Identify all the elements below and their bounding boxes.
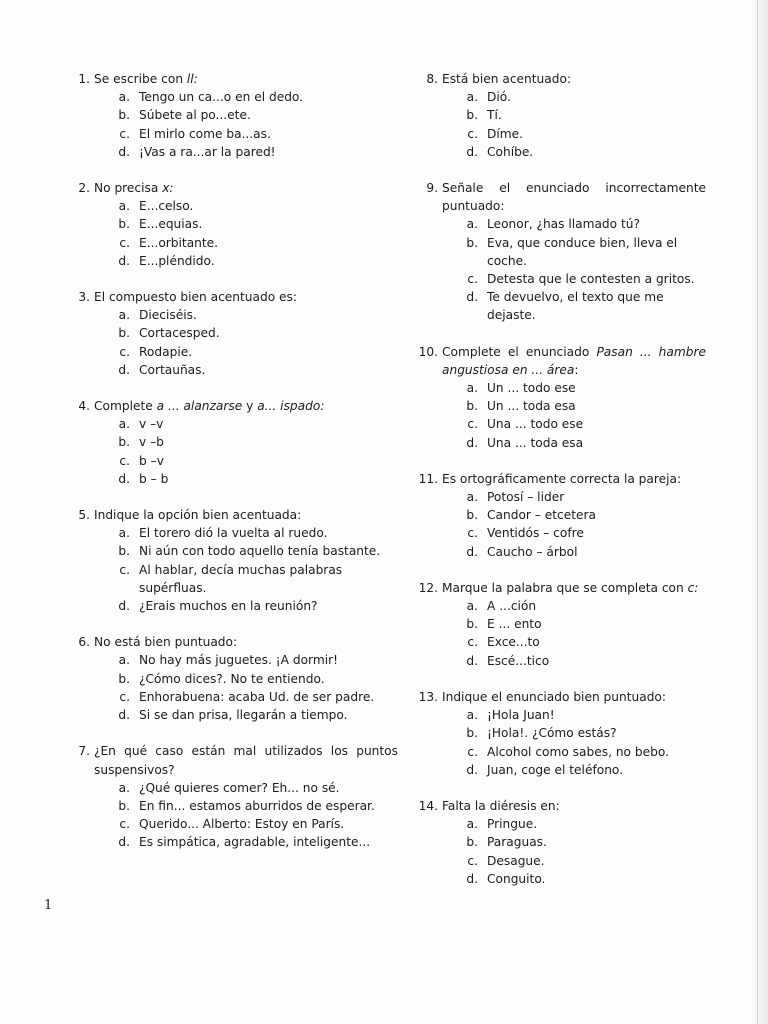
option-text: El mirlo come ba...as. bbox=[139, 126, 271, 141]
option-c bbox=[116, 343, 398, 361]
question-number: 4. bbox=[78, 399, 90, 414]
page-edge-line bbox=[757, 0, 758, 1024]
page-edge-shadow bbox=[750, 0, 768, 1024]
question-7 bbox=[68, 742, 398, 851]
option-text: Es simpática, agradable, inteligente... bbox=[139, 835, 371, 850]
question-stem bbox=[68, 179, 398, 197]
option-a bbox=[116, 88, 398, 106]
option-a bbox=[116, 197, 398, 215]
option-text: ¿Cómo dices?. No te entiendo. bbox=[139, 671, 325, 686]
option-c bbox=[464, 415, 706, 433]
option-text: Dió. bbox=[487, 90, 511, 105]
option-d bbox=[116, 706, 398, 724]
options-list bbox=[68, 524, 398, 615]
option-letter: c. bbox=[119, 453, 130, 468]
option-letter: c. bbox=[467, 417, 478, 432]
option-b bbox=[116, 797, 398, 815]
option-letter: d. bbox=[466, 435, 478, 450]
option-c bbox=[116, 234, 398, 252]
option-a bbox=[116, 651, 398, 669]
question-number: 10. bbox=[418, 344, 438, 359]
option-text: Un ... todo ese bbox=[487, 381, 576, 396]
option-c bbox=[116, 688, 398, 706]
option-letter: c. bbox=[467, 526, 478, 541]
option-letter: c. bbox=[119, 126, 130, 141]
option-letter: b. bbox=[118, 544, 130, 559]
option-letter: d. bbox=[118, 708, 130, 723]
option-text: Ventidós – cofre bbox=[487, 526, 584, 541]
option-text: Ni aún con todo aquello tenía bastante. bbox=[139, 544, 381, 559]
option-letter: b. bbox=[118, 671, 130, 686]
options-list bbox=[68, 306, 398, 379]
question-text: Complete a ... alanzarse y a... ispado: bbox=[94, 399, 325, 414]
option-letter: c. bbox=[467, 744, 478, 759]
question-number: 7. bbox=[78, 744, 90, 759]
option-c bbox=[464, 270, 706, 288]
option-d bbox=[116, 470, 398, 488]
options-list bbox=[416, 488, 706, 561]
option-a bbox=[116, 524, 398, 542]
option-letter: d. bbox=[466, 653, 478, 668]
option-d bbox=[116, 143, 398, 161]
question-text: Indique la opción bien acentuada: bbox=[94, 508, 302, 523]
option-letter: b. bbox=[466, 508, 478, 523]
option-c bbox=[464, 743, 706, 761]
option-b bbox=[116, 542, 398, 560]
question-text: Señale el enunciado incorrectamente puntuado: bbox=[442, 181, 706, 214]
option-text: b – b bbox=[139, 471, 169, 486]
option-b bbox=[116, 324, 398, 342]
question-text: Falta la diéresis en: bbox=[442, 798, 560, 813]
option-a bbox=[116, 779, 398, 797]
question-stem bbox=[68, 506, 398, 524]
option-letter: a. bbox=[118, 653, 130, 668]
option-c bbox=[464, 852, 706, 870]
option-letter: d. bbox=[118, 471, 130, 486]
option-text: E...pléndido. bbox=[139, 253, 215, 268]
option-text: El torero dió la vuelta al ruedo. bbox=[139, 526, 328, 541]
option-letter: d. bbox=[118, 144, 130, 159]
option-letter: d. bbox=[466, 144, 478, 159]
option-letter: b. bbox=[118, 435, 130, 450]
option-text: v –v bbox=[139, 417, 164, 432]
option-text: Un ... toda esa bbox=[487, 399, 576, 414]
question-stem bbox=[68, 288, 398, 306]
option-c bbox=[116, 561, 398, 597]
option-letter: d. bbox=[466, 871, 478, 886]
question-2 bbox=[68, 179, 398, 270]
option-letter: a. bbox=[466, 490, 478, 505]
question-number: 14. bbox=[418, 798, 438, 813]
options-list bbox=[416, 88, 706, 161]
option-letter: a. bbox=[466, 817, 478, 832]
question-number: 2. bbox=[78, 181, 90, 196]
option-letter: a. bbox=[118, 308, 130, 323]
option-d bbox=[464, 870, 706, 888]
options-list bbox=[416, 815, 706, 888]
page-number: 1 bbox=[44, 898, 53, 913]
option-text: Enhorabuena: acaba Ud. de ser padre. bbox=[139, 689, 375, 704]
option-letter: c. bbox=[119, 689, 130, 704]
option-letter: a. bbox=[466, 381, 478, 396]
option-letter: b. bbox=[118, 108, 130, 123]
options-list bbox=[68, 415, 398, 488]
option-text: Caucho – árbol bbox=[487, 544, 578, 559]
option-letter: a. bbox=[118, 780, 130, 795]
option-a bbox=[464, 88, 706, 106]
option-letter: c. bbox=[467, 853, 478, 868]
options-list bbox=[416, 706, 706, 779]
option-text: Te devuelvo, el texto que me dejaste. bbox=[487, 290, 664, 323]
question-9 bbox=[416, 179, 706, 325]
question-text: El compuesto bien acentuado es: bbox=[94, 290, 298, 305]
option-letter: c. bbox=[119, 562, 130, 577]
option-text: Potosí – lider bbox=[487, 490, 565, 505]
option-d bbox=[464, 652, 706, 670]
option-text: Alcohol como sabes, no bebo. bbox=[487, 744, 669, 759]
question-number: 3. bbox=[78, 290, 90, 305]
option-letter: b. bbox=[466, 235, 478, 250]
option-letter: b. bbox=[118, 798, 130, 813]
option-d bbox=[116, 833, 398, 851]
option-b bbox=[464, 724, 706, 742]
question-1 bbox=[68, 70, 398, 161]
option-text: No hay más juguetes. ¡A dormir! bbox=[139, 653, 338, 668]
question-stem bbox=[68, 633, 398, 651]
option-letter: a. bbox=[118, 199, 130, 214]
option-text: Escé...tico bbox=[487, 653, 550, 668]
question-stem bbox=[416, 179, 706, 215]
option-letter: b. bbox=[466, 835, 478, 850]
question-5 bbox=[68, 506, 398, 615]
question-text: Está bien acentuado: bbox=[442, 72, 572, 86]
option-text: Exce...to bbox=[487, 635, 540, 650]
option-b bbox=[464, 234, 706, 270]
option-letter: c. bbox=[119, 235, 130, 250]
option-letter: c. bbox=[119, 817, 130, 832]
option-letter: d. bbox=[466, 544, 478, 559]
option-d bbox=[464, 434, 706, 452]
question-text: Es ortográficamente correcta la pareja: bbox=[442, 471, 682, 486]
option-letter: d. bbox=[466, 290, 478, 305]
option-letter: a. bbox=[466, 217, 478, 232]
option-text: Querido... Alberto: Estoy en París. bbox=[139, 817, 345, 832]
right-column bbox=[416, 70, 706, 888]
option-b bbox=[116, 670, 398, 688]
options-list bbox=[68, 779, 398, 852]
option-d bbox=[464, 543, 706, 561]
option-text: ¡Vas a ra...ar la pared! bbox=[139, 144, 276, 159]
option-letter: a. bbox=[118, 417, 130, 432]
option-letter: d. bbox=[118, 599, 130, 614]
question-stem bbox=[416, 579, 706, 597]
option-c bbox=[116, 125, 398, 143]
option-b bbox=[464, 506, 706, 524]
options-list bbox=[68, 88, 398, 161]
question-number: 5. bbox=[78, 508, 90, 523]
question-number: 8. bbox=[426, 72, 438, 86]
question-stem bbox=[416, 343, 706, 379]
option-d bbox=[116, 252, 398, 270]
option-letter: c. bbox=[467, 635, 478, 650]
option-text: Cohíbe. bbox=[487, 144, 534, 159]
option-letter: d. bbox=[118, 835, 130, 850]
option-letter: a. bbox=[466, 599, 478, 614]
question-6 bbox=[68, 633, 398, 724]
options-list bbox=[68, 197, 398, 270]
option-b bbox=[464, 833, 706, 851]
option-text: E...equias. bbox=[139, 217, 203, 232]
option-letter: d. bbox=[118, 253, 130, 268]
option-b bbox=[464, 397, 706, 415]
question-number: 12. bbox=[418, 580, 438, 595]
question-stem bbox=[68, 70, 398, 88]
option-text: Conguito. bbox=[487, 871, 546, 886]
option-text: Leonor, ¿has llamado tú? bbox=[487, 217, 640, 232]
option-b bbox=[116, 215, 398, 233]
option-letter: b. bbox=[118, 217, 130, 232]
question-stem bbox=[416, 797, 706, 815]
option-text: Tí. bbox=[487, 108, 502, 123]
option-b bbox=[116, 106, 398, 124]
option-a bbox=[464, 706, 706, 724]
question-text: No está bien puntuado: bbox=[94, 635, 238, 650]
option-text: E...orbitante. bbox=[139, 235, 219, 250]
option-text: En fin... estamos aburridos de esperar. bbox=[139, 798, 375, 813]
option-a bbox=[464, 379, 706, 397]
options-list bbox=[416, 597, 706, 670]
question-text: ¿En qué caso están mal utilizados los puntos suspensivos? bbox=[94, 744, 398, 777]
option-text: Tengo un ca...o en el dedo. bbox=[139, 90, 304, 105]
option-b bbox=[116, 433, 398, 451]
options-list bbox=[416, 379, 706, 452]
option-text: Díme. bbox=[487, 126, 524, 141]
option-letter: b. bbox=[466, 108, 478, 123]
option-c bbox=[116, 452, 398, 470]
options-list bbox=[68, 651, 398, 724]
option-b bbox=[464, 106, 706, 124]
option-letter: b. bbox=[466, 726, 478, 741]
question-text: Indique el enunciado bien puntuado: bbox=[442, 689, 666, 704]
option-c bbox=[464, 125, 706, 143]
question-13 bbox=[416, 688, 706, 779]
options-list bbox=[416, 215, 706, 324]
option-text: Súbete al po...ete. bbox=[139, 108, 251, 123]
question-text: Se escribe con ll: bbox=[94, 72, 198, 86]
question-number: 9. bbox=[426, 181, 438, 196]
option-letter: a. bbox=[466, 708, 478, 723]
option-text: Eva, que conduce bien, lleva el coche. bbox=[487, 235, 678, 268]
question-3 bbox=[68, 288, 398, 379]
option-text: Al hablar, decía muchas palabras supérfluas. bbox=[139, 562, 343, 595]
option-text: ¡Hola Juan! bbox=[487, 708, 555, 723]
option-text: Desague. bbox=[487, 853, 545, 868]
option-text: ¡Hola!. ¿Cómo estás? bbox=[487, 726, 617, 741]
option-text: A ...ción bbox=[487, 599, 537, 614]
option-a bbox=[464, 215, 706, 233]
option-text: Candor – etcetera bbox=[487, 508, 596, 523]
option-text: ¿Qué quieres comer? Eh... no sé. bbox=[139, 780, 340, 795]
question-8 bbox=[416, 70, 706, 161]
option-letter: c. bbox=[467, 272, 478, 287]
question-text: No precisa x: bbox=[94, 181, 174, 196]
option-text: E ... ento bbox=[487, 617, 542, 632]
question-number: 11. bbox=[418, 471, 438, 486]
question-number: 1. bbox=[78, 72, 90, 86]
option-d bbox=[464, 761, 706, 779]
option-a bbox=[116, 306, 398, 324]
question-text: Complete el enunciado Pasan ... hambre angustiosa en ... área: bbox=[442, 344, 706, 377]
question-stem bbox=[416, 70, 706, 88]
option-text: Detesta que le contesten a gritos. bbox=[487, 272, 695, 287]
option-d bbox=[464, 143, 706, 161]
option-a bbox=[464, 488, 706, 506]
option-text: b –v bbox=[139, 453, 164, 468]
option-letter: b. bbox=[466, 617, 478, 632]
option-c bbox=[464, 633, 706, 651]
option-a bbox=[464, 815, 706, 833]
option-text: ¿Erais muchos en la reunión? bbox=[139, 599, 318, 614]
question-14 bbox=[416, 797, 706, 888]
option-c bbox=[116, 815, 398, 833]
option-letter: d. bbox=[118, 362, 130, 377]
option-c bbox=[464, 524, 706, 542]
option-d bbox=[464, 288, 706, 324]
question-4 bbox=[68, 397, 398, 488]
option-letter: a. bbox=[118, 526, 130, 541]
option-text: v –b bbox=[139, 435, 164, 450]
left-column bbox=[68, 70, 398, 852]
question-number: 13. bbox=[418, 689, 438, 704]
option-text: Paraguas. bbox=[487, 835, 547, 850]
option-letter: c. bbox=[119, 344, 130, 359]
option-letter: b. bbox=[466, 399, 478, 414]
question-10 bbox=[416, 343, 706, 452]
option-letter: d. bbox=[466, 762, 478, 777]
option-letter: c. bbox=[467, 126, 478, 141]
option-letter: a. bbox=[466, 90, 478, 105]
option-text: Cortauñas. bbox=[139, 362, 206, 377]
option-d bbox=[116, 361, 398, 379]
option-text: Si se dan prisa, llegarán a tiempo. bbox=[139, 708, 348, 723]
option-text: Rodapie. bbox=[139, 344, 193, 359]
question-number: 6. bbox=[78, 635, 90, 650]
question-11 bbox=[416, 470, 706, 561]
option-text: Dieciséis. bbox=[139, 308, 197, 323]
option-text: E...celso. bbox=[139, 199, 194, 214]
question-text: Marque la palabra que se completa con c: bbox=[442, 580, 699, 595]
option-letter: b. bbox=[118, 326, 130, 341]
option-text: Cortacesped. bbox=[139, 326, 220, 341]
question-stem bbox=[68, 397, 398, 415]
question-12 bbox=[416, 579, 706, 670]
option-d bbox=[116, 597, 398, 615]
question-stem bbox=[416, 470, 706, 488]
option-text: Una ... todo ese bbox=[487, 417, 584, 432]
option-letter: a. bbox=[118, 90, 130, 105]
option-b bbox=[464, 615, 706, 633]
question-stem bbox=[68, 742, 398, 778]
option-text: Pringue. bbox=[487, 817, 538, 832]
option-a bbox=[464, 597, 706, 615]
option-text: Juan, coge el teléfono. bbox=[487, 762, 624, 777]
question-stem bbox=[416, 688, 706, 706]
option-a bbox=[116, 415, 398, 433]
option-text: Una ... toda esa bbox=[487, 435, 584, 450]
